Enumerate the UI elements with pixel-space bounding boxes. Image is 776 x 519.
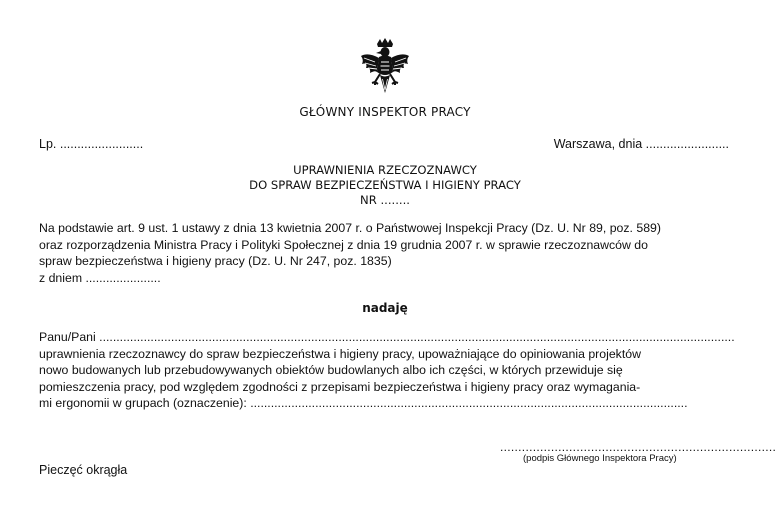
basis-line-3: spraw bezpieczeństwa i higieny pracy (Dz. U. Nr 247, poz. 1835) xyxy=(39,254,392,269)
signature-caption: (podpis Głównego Inspektora Pracy) xyxy=(523,453,677,464)
round-seal-label: Pieczęć okrągła xyxy=(39,463,128,477)
recipient-paragraph xyxy=(39,329,735,412)
basis-line-1: Na podstawie art. 9 ust. 1 ustawy z dnia 13 kwietnia 2007 r. o Państwowej Inspekcji Pracy (Dz. U. Nr 89, poz. 589) xyxy=(39,221,661,235)
groups-designation-line: mi ergonomii w grupach (oznaczenie): ................................................................................................................................ xyxy=(39,396,688,411)
polish-eagle-emblem-icon xyxy=(360,38,410,94)
title-number-line: NR ........ xyxy=(360,193,410,207)
recipient-line-4: pomieszczenia pracy, pod względem zgodności z przepisami bezpieczeństwa i higieny pracy oraz wymagania- xyxy=(39,379,641,394)
grant-heading: nadaję xyxy=(362,301,408,315)
signature-line: ............................................................................ xyxy=(500,440,776,454)
document-title xyxy=(0,163,770,208)
recipient-line-2: uprawnienia rzeczoznawcy do spraw bezpieczeństwa i higieny pracy, upoważniające do opiniowania projektów xyxy=(39,346,641,361)
recipient-line-3: nowo budowanych lub przebudowywanych obiektów budowlanych albo ich części, w których przewiduje się xyxy=(39,363,623,378)
recipient-name-line: Panu/Pani .......................................................................................................................................................................................... xyxy=(39,330,735,344)
place-date-field: Warszawa, dnia ........................ xyxy=(553,137,729,151)
legal-basis-paragraph xyxy=(39,220,729,286)
title-line-2: DO SPRAW BEZPIECZEŃSTWA I HIGIENY PRACY xyxy=(249,178,521,192)
effective-date-line: z dniem ...................... xyxy=(39,270,161,285)
registry-number-field: Lp. ........................ xyxy=(39,137,144,151)
authority-name: GŁÓWNY INSPEKTOR PRACY xyxy=(299,105,471,119)
basis-line-2: oraz rozporządzenia Ministra Pracy i Polityki Społecznej z dnia 19 grudnia 2007 r. w sprawie rzeczoznawców do xyxy=(39,237,648,252)
title-line-1: UPRAWNIENIA RZECZOZNAWCY xyxy=(293,163,477,177)
